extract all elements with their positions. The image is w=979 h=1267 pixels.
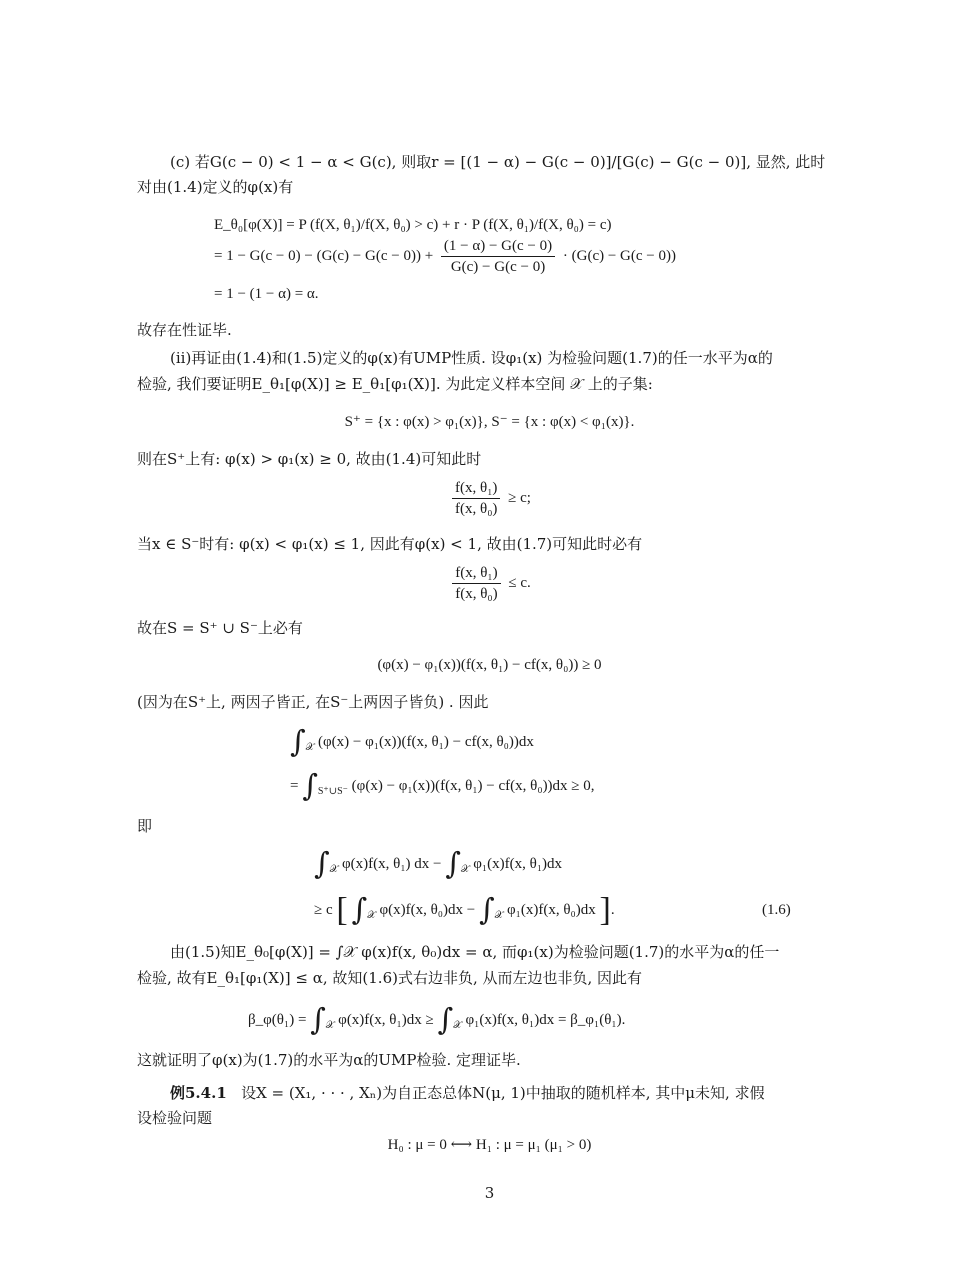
eq-expectation-line3: = 1 − (1 − α) = α. [214,286,319,302]
para-15-line1: 由(1.5)知E_θ₀[φ(X)] = ∫𝒳 φ(x)f(x, θ₀)dx = α, 而φ₁(x)为检验问题(1.7)的水平为α的任一 [170,943,780,961]
ratio-1-denominator: f(x, θ₀) [455,501,498,518]
para-c-line1: (c) 若G(c − 0) < 1 − α < G(c), 则取r = [(1 − α) − G(c − 0)]/[G(c) − G(c − 0)], 显然, 此时 [170,153,826,171]
integral-domain: 𝒳 [325,1020,335,1031]
eq-16-line2-prefix: ≥ c [314,902,333,918]
para-ii-line2: 检验, 我们要证明E_θ₁[φ(X)] ≥ E_θ₁[φ₁(X)]. 为此定义样本空间 𝒳 上的子集: [137,375,653,393]
eq-beta-mid: φ(x)f(x, θ₁)dx ≥ [338,1012,434,1028]
integral-line1-body: (φ(x) − φ₁(x))(f(x, θ₁) − cf(x, θ₀))dx [318,734,534,750]
eq-16-line1-a: φ(x)f(x, θ₁) dx − [342,856,442,872]
text-sminus: 当x ∈ S⁻时有: φ(x) < φ₁(x) ≤ 1, 因此有φ(x) < 1, 故由(1.7)可知此时必有 [137,535,643,553]
eq-16-line2-a: φ(x)f(x, θ₀)dx − [379,902,476,918]
example-line2: 设检验问题 [137,1109,213,1127]
eq-16-line2-b: φ₁(x)f(x, θ₀)dx [506,902,596,918]
text-ie: 即 [137,817,153,835]
ratio-2-relation: ≤ c. [508,575,531,591]
integral-sign: ∫ [310,1002,326,1038]
ratio-1-fraction [452,479,500,518]
eq-integral-line1 [290,724,534,766]
integral-sign: ∫ [351,892,368,928]
eq-integral-line2 [290,768,595,810]
eq-ratio-1 [0,478,979,518]
integral-sign: ∫ [314,846,330,882]
text-conclude: 这就证明了φ(x)为(1.7)的水平为α的UMP检验. 定理证毕. [137,1051,521,1069]
integral-line2-body: (φ(x) − φ₁(x))(f(x, θ₁) − cf(x, θ₀))dx ≥ 0, [351,778,595,794]
eq-expectation-line2 [214,236,676,276]
ratio-1-numerator: f(x, θ₁) [452,479,500,499]
left-bracket: [ [336,891,348,929]
fraction-numerator: (1 − α) − G(c − 0) [441,237,555,257]
eq-16-line1-b: φ₁(x)f(x, θ₁)dx [473,856,563,872]
ratio-2-numerator: f(x, θ₁) [452,564,500,584]
integral-sign: ∫ [437,1002,454,1038]
integral-domain: 𝒳 [367,910,376,921]
example-label: 例5.4.1 [170,1084,227,1102]
eq-16-line2 [314,890,819,936]
page-number: 3 [484,1184,495,1202]
eq-ratio-2 [0,563,979,603]
text-reason: (因为在S⁺上, 两因子皆正, 在S⁻上两因子皆负) . 因此 [137,693,489,711]
integral-line2-prefix: = [290,778,299,794]
integral-domain: 𝒳 [494,910,504,921]
eq-hypothesis: H₀ : μ = 0 ⟷ H₁ : μ = μ₁ (μ₁ > 0) [387,1137,592,1153]
ratio-1-relation: ≥ c; [508,490,531,506]
eq-expectation-line2-right: · (G(c) − G(c − 0)) [562,248,676,264]
integral-sign: ∫ [478,892,495,928]
ratio-2-denominator: f(x, θ₀) [455,586,498,603]
eq-beta-right: φ₁(x)f(x, θ₁)dx = β_φ₁(θ₁). [465,1012,626,1028]
existence-end: 故存在性证毕. [137,321,232,339]
integral-domain: 𝒳 [460,864,470,875]
eq-sets: S⁺ = {x : φ(x) > φ₁(x)}, S⁻ = {x : φ(x) < φ₁(x)}. [344,414,635,430]
text-splus: 则在S⁺上有: φ(x) > φ₁(x) ≥ 0, 故由(1.4)可知此时 [137,450,482,468]
right-bracket: ] [599,891,611,929]
eq-16-line2-end: . [610,902,615,918]
integral-domain: 𝒳 [453,1020,462,1031]
eq-expectation-fraction [441,237,555,276]
ratio-2-fraction [452,564,500,603]
integral-domain: 𝒳 [305,742,315,753]
integral-sign: ∫ [290,724,306,760]
eq-beta-left: β_φ(θ₁) = [248,1012,307,1028]
text-union: 故在S = S⁺ ∪ S⁻上必有 [137,619,303,637]
integral-domain: S⁺∪S⁻ [317,786,348,797]
para-ii-line1: (ii)再证由(1.4)和(1.5)定义的φ(x)有UMP性质. 设φ₁(x) 为检验问题(1.7)的任一水平为α的 [170,349,773,367]
fraction-denominator: G(c) − G(c − 0) [450,259,546,276]
eq-product: (φ(x) − φ₁(x))(f(x, θ₁) − cf(x, θ₀)) ≥ 0 [377,657,602,673]
example-text: 设X = (X₁, · · · , Xₙ)为自正态总体N(μ, 1)中抽取的随机样本, 其中μ未知, 求假 [241,1084,765,1102]
para-c-line2: 对由(1.4)定义的φ(x)有 [137,178,294,196]
eq-expectation-line1: E_θ₀[φ(X)] = P (f(X, θ₁)/f(X, θ₀) > c) + r · P (f(X, θ₁)/f(X, θ₀) = c) [214,217,612,233]
integral-sign: ∫ [445,846,461,882]
eq-beta [248,1002,625,1044]
para-15-line2: 检验, 故有E_θ₁[φ₁(X)] ≤ α, 故知(1.6)式右边非负, 从而左边也非负, 因此有 [137,969,643,987]
integral-domain: 𝒳 [329,864,339,875]
eq-16-line1 [314,846,562,888]
example-line1 [170,1083,765,1103]
equation-number: (1.6) [762,902,791,918]
eq-expectation-line2-left: = 1 − G(c − 0) − (G(c) − G(c − 0)) + [214,248,434,264]
integral-sign: ∫ [302,768,318,804]
